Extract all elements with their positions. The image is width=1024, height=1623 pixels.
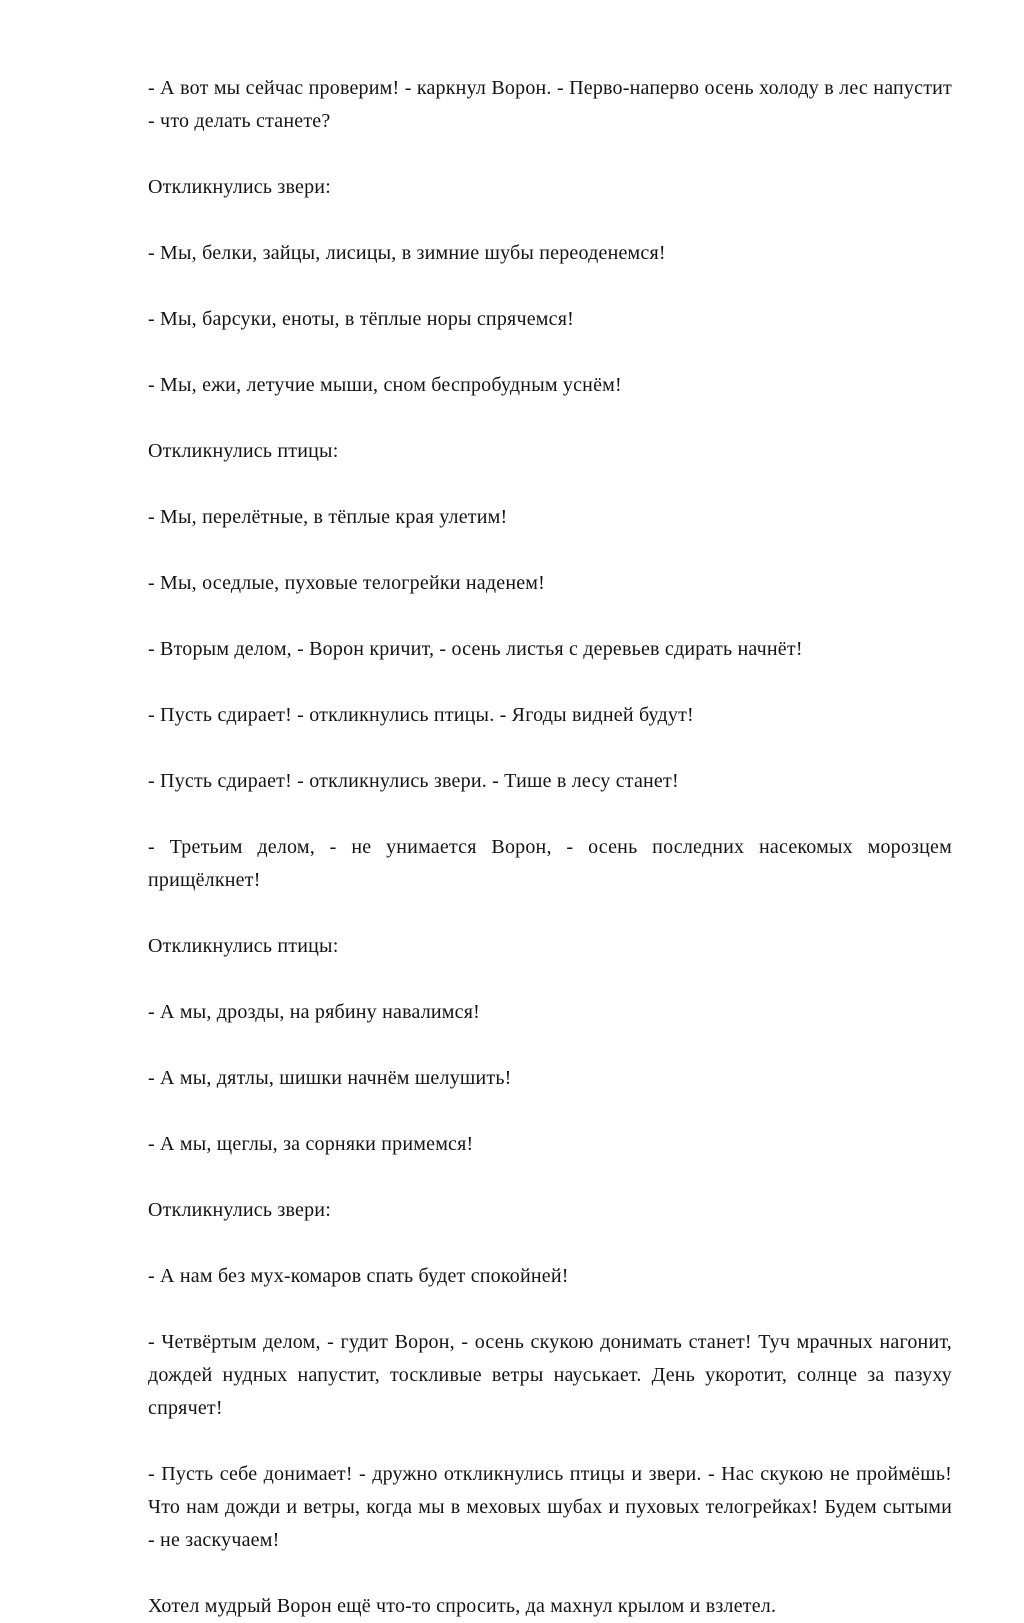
paragraph: - Мы, ежи, летучие мыши, сном беспробудным уснём! [148,374,622,396]
paragraph: - Пусть сдирает! - откликнулись звери. - Тише в лесу станет! [148,770,679,792]
paragraph: Хотел мудрый Ворон ещё что-то спросить, да махнул крылом и взлетел. [148,1595,777,1617]
paragraph: - А мы, щеглы, за сорняки примемся! [148,1133,474,1155]
paragraph: - Четвёртым делом, - гудит Ворон, - осень скукою донимать станет! Туч мрачных нагонит, дождей нудных напустит, тоскливые ветры науськает. День укоротит, солнце за пазуху спрячет! [148,1331,952,1419]
paragraph: - А мы, дрозды, на рябину навалимся! [148,1001,480,1023]
paragraph: - Вторым делом, - Ворон кричит, - осень листья с деревьев сдирать начнёт! [148,638,803,660]
paragraph: - Мы, белки, зайцы, лисицы, в зимние шубы переоденемся! [148,242,666,264]
paragraph: - Мы, барсуки, еноты, в тёплые норы спрячемся! [148,308,574,330]
paragraph: - Мы, оседлые, пуховые телогрейки наденем! [148,572,546,594]
paragraph: - А вот мы сейчас проверим! - каркнул Ворон. - Перво-наперво осень холоду в лес напустит - что делать станете? [148,77,952,132]
paragraph: Откликнулись птицы: [148,440,339,462]
paragraph: - А мы, дятлы, шишки начнём шелушить! [148,1067,512,1089]
paragraph: - А нам без мух-комаров спать будет спокойней! [148,1265,569,1287]
paragraph: - Пусть сдирает! - откликнулись птицы. - Ягоды видней будут! [148,704,694,726]
paragraph: - Третьим делом, - не унимается Ворон, - осень последних насекомых морозцем прищёлкнет! [148,836,952,891]
paragraph: Откликнулись звери: [148,176,331,198]
paragraph: - Мы, перелётные, в тёплые края улетим! [148,506,508,528]
paragraph: Откликнулись птицы: [148,935,339,957]
paragraph: Откликнулись звери: [148,1199,331,1221]
paragraph: - Пусть себе донимает! - дружно откликнулись птицы и звери. - Нас скукою не проймёшь! Что нам дожди и ветры, когда мы в меховых шубах и пуховых телогрейках! Будем сытыми - не заскучаем! [148,1463,952,1551]
